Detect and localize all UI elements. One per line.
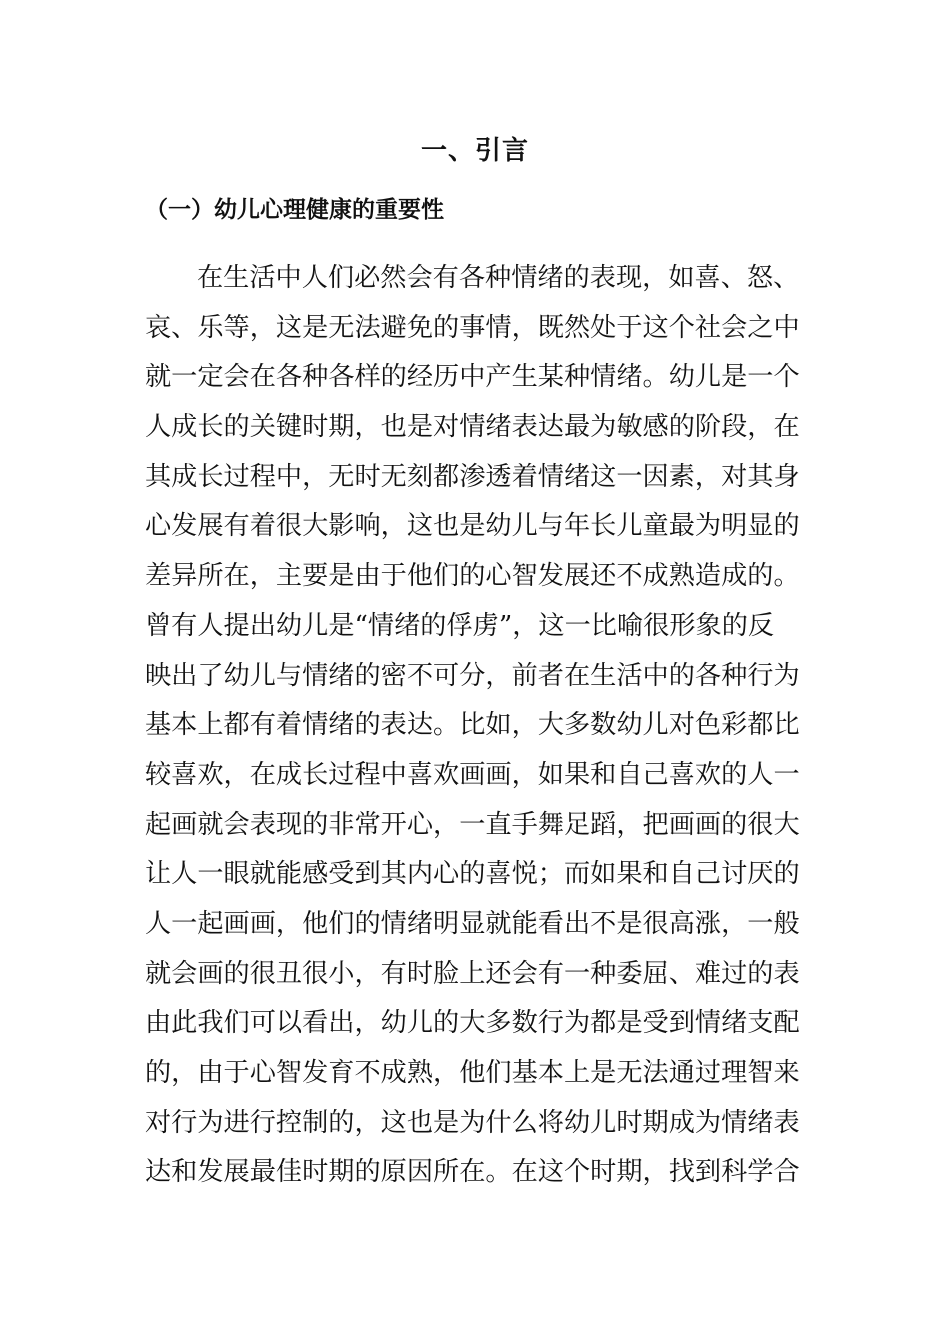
paragraph-line: 对行为进行控制的，这也是为什么将幼儿时期成为情绪表 bbox=[145, 1107, 800, 1138]
paragraph-line: 较喜欢，在成长过程中喜欢画画，如果和自己喜欢的人一 bbox=[145, 759, 800, 790]
paragraph-line: 基本上都有着情绪的表达。比如，大多数幼儿对色彩都比 bbox=[145, 710, 800, 741]
paragraph-line: 起画就会表现的非常开心，一直手舞足蹈，把画画的很大 bbox=[145, 809, 800, 840]
paragraph-line: 就一定会在各种各样的经历中产生某种情绪。幼儿是一个 bbox=[145, 362, 800, 393]
body-text bbox=[145, 254, 815, 1198]
paragraph-line: 就会画的很丑很小，有时脸上还会有一种委屈、难过的表 bbox=[145, 958, 800, 989]
paragraph-line: 在生活中人们必然会有各种情绪的表现，如喜、怒、 bbox=[197, 263, 800, 293]
paragraph-line: 达和发展最佳时期的原因所在。在这个时期，找到科学合 bbox=[145, 1157, 800, 1188]
section-title: （一）幼儿心理健康的重要性 bbox=[145, 197, 444, 223]
paragraph-line: 其成长过程中，无时无刻都渗透着情绪这一因素，对其身 bbox=[145, 461, 800, 492]
paragraph-line: 让人一眼就能感受到其内心的喜悦；而如果和自己讨厌的 bbox=[145, 859, 800, 890]
paragraph-line: 差异所在，主要是由于他们的心智发展还不成熟造成的。 bbox=[145, 561, 800, 592]
paragraph-line: 映出了幼儿与情绪的密不可分，前者在生活中的各种行为 bbox=[145, 660, 800, 691]
paragraph-line: 哀、乐等，这是无法避免的事情，既然处于这个社会之中 bbox=[145, 312, 800, 343]
paragraph-line: 人成长的关键时期，也是对情绪表达最为敏感的阶段，在 bbox=[145, 412, 800, 443]
paragraph-line: 心发展有着很大影响，这也是幼儿与年长儿童最为明显的 bbox=[145, 511, 800, 542]
paragraph-line: 由此我们可以看出，幼儿的大多数行为都是受到情绪支配 bbox=[145, 1008, 800, 1039]
paragraph-line: 人一起画画，他们的情绪明显就能看出不是很高涨，一般 bbox=[145, 908, 800, 939]
chapter-title: 一、引言 bbox=[420, 136, 529, 166]
paragraph-line: 曾有人提出幼儿是“情绪的俘虏”，这一比喻很形象的反 bbox=[145, 610, 775, 641]
paragraph-line: 的，由于心智发育不成熟，他们基本上是无法通过理智来 bbox=[145, 1058, 800, 1088]
